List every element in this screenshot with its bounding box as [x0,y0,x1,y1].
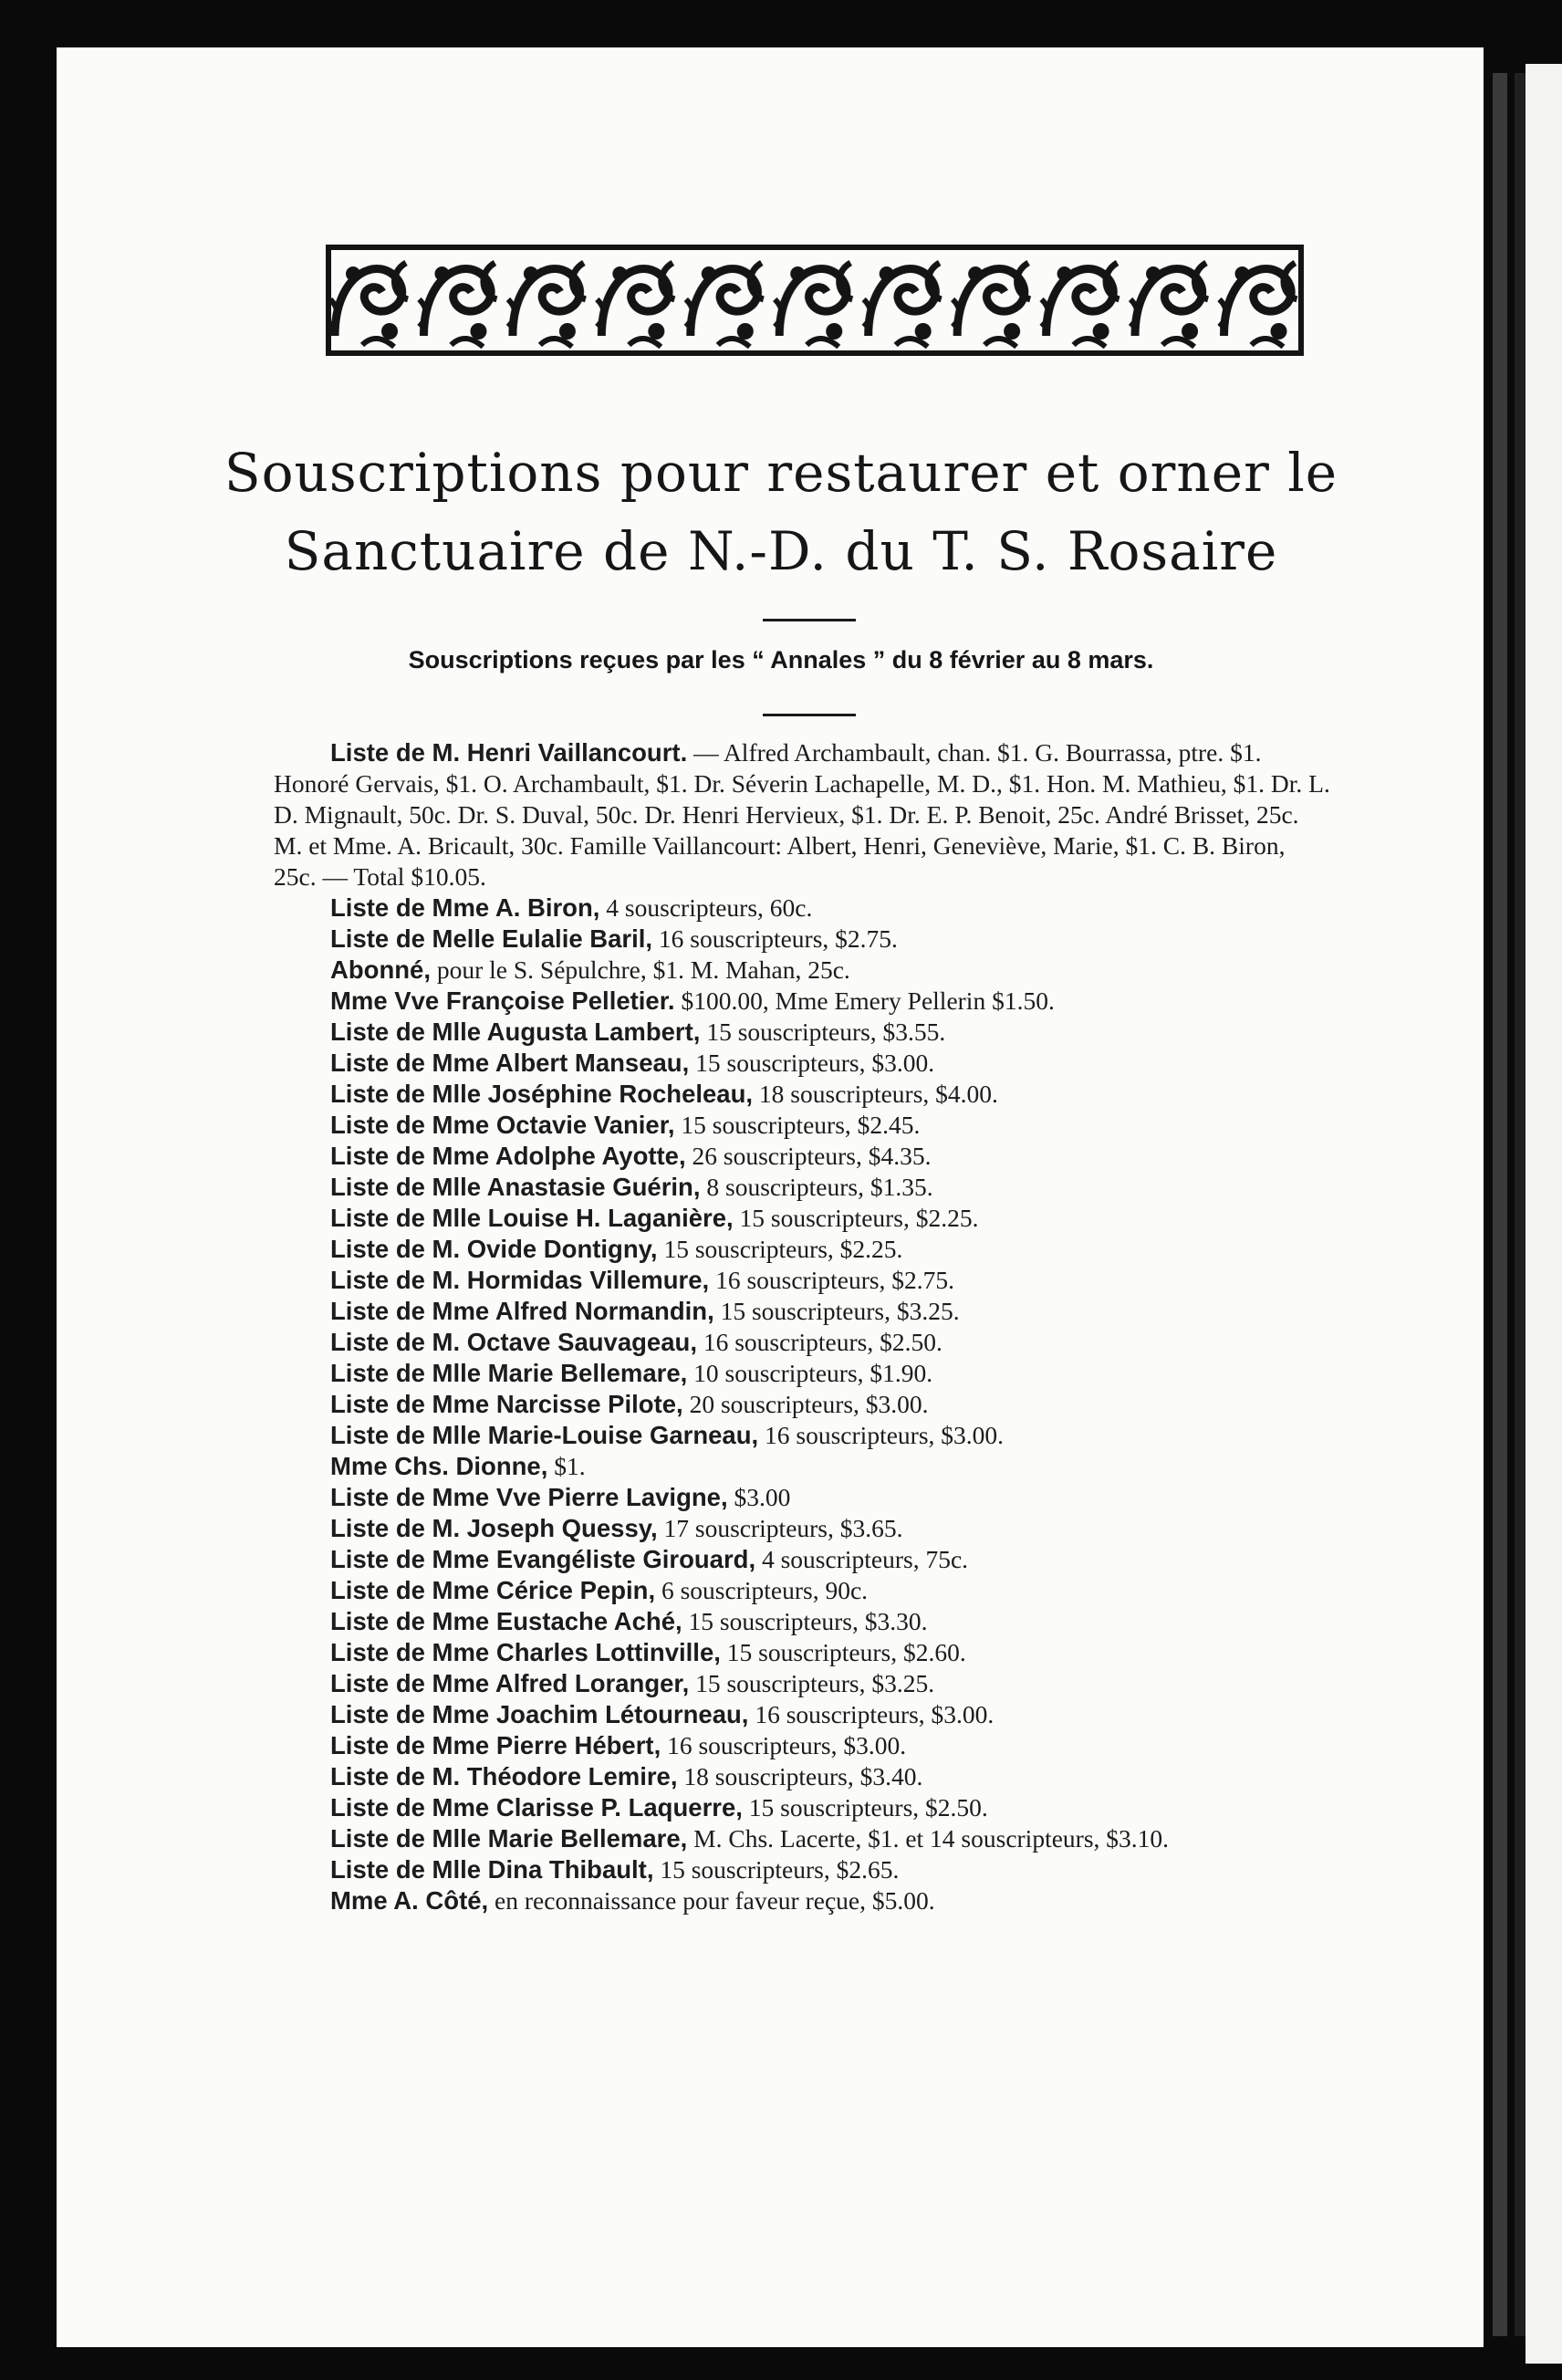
subscription-entry [274,1017,1332,1048]
entry-detail: 16 souscripteurs, $2.75. [709,1266,955,1294]
entry-detail: 15 souscripteurs, $2.50. [742,1793,988,1822]
entry-name: Liste de Mlle Marie-Louise Garneau, [330,1421,759,1449]
subscription-entry [274,1482,1332,1513]
subscription-entry [274,955,1332,986]
entry-detail: — Alfred Archambault, chan. $1. G. Bourrassa, ptre. $1. Honoré Gervais, $1. O. Archambault, $1. Dr. Séverin Lachapelle, M. D., $1. Hon. M. Mathieu, $1. Dr. L. D. Mignault, 50c. Dr. S. Duval, 50c. Dr. Henri Hervieux, $1. Dr. E. P. Benoit, 25c. André Brisset, 25c. M. et Mme. A. Bricault, 30c. Famille Vaillancourt: Albert, Henri, Geneviève, Marie, $1. C. B. Biron, 25c. — Total $10.05. [274,738,1330,891]
subscription-entry [274,1234,1332,1265]
entry-name: Liste de M. Joseph Quessy, [330,1514,658,1542]
entry-name: Liste de Mme Alfred Loranger, [330,1669,690,1697]
entry-detail: pour le S. Sépulchre, $1. M. Mahan, 25c. [431,955,850,984]
entry-name: Liste de Mme Narcisse Pilote, [330,1390,683,1418]
entry-name: Liste de Mme Pierre Hébert, [330,1731,661,1759]
entry-detail: 26 souscripteurs, $4.35. [685,1142,932,1170]
entry-name: Liste de Melle Eulalie Baril, [330,924,653,953]
entry-name: Liste de Mme Evangéliste Girouard, [330,1545,756,1573]
subscription-entry [274,1792,1332,1823]
entry-detail: 16 souscripteurs, $3.00. [748,1700,994,1728]
subscription-entry [274,1048,1332,1079]
entry-name: Liste de Mme Charles Lottinville, [330,1638,721,1666]
entry-detail: 16 souscripteurs, $3.00. [758,1421,1005,1449]
entry-detail: 15 souscripteurs, $3.55. [700,1018,946,1046]
entry-name: Liste de Mme Clarisse P. Laquerre, [330,1793,743,1822]
entry-name: Liste de M. Ovide Dontigny, [330,1235,658,1263]
entry-name: Mme Vve Françoise Pelletier. [330,986,675,1015]
entry-detail: 16 souscripteurs, $2.75. [652,924,898,953]
subscription-entry [274,1141,1332,1172]
entry-detail: en reconnaissance pour faveur reçue, $5.00. [488,1886,935,1915]
entry-detail: $100.00, Mme Emery Pellerin $1.50. [674,986,1055,1015]
entry-detail: $1. [547,1452,586,1480]
subtitle: Souscriptions reçues par les “ Annales ” du 8 février au 8 mars. [408,646,1154,673]
subscription-entry [274,1823,1332,1854]
entry-name: Liste de Mlle Augusta Lambert, [330,1018,701,1046]
entry-detail: 15 souscripteurs, $2.65. [653,1855,900,1884]
subscription-entry [274,892,1332,924]
subscription-entry [274,1699,1332,1730]
page-edge [1493,73,1507,2336]
subscription-entry [274,1327,1332,1358]
page-title-line-2: Sanctuaire de N.-D. du T. S. Rosaire [284,520,1278,582]
entry-detail: 15 souscripteurs, $3.25. [689,1669,935,1697]
entry-name: Mme Chs. Dionne, [330,1452,548,1480]
entry-name: Liste de Mme Cérice Pepin, [330,1576,656,1604]
entry-name: Liste de Mlle Joséphine Rocheleau, [330,1080,754,1108]
subscription-entry [274,737,1332,892]
subscription-entry [274,1420,1332,1451]
entry-detail: 17 souscripteurs, $3.65. [657,1514,903,1542]
subscription-entry [274,924,1332,955]
subscription-list [274,737,1332,1916]
subscription-entry [274,1172,1332,1203]
subscription-entry [274,1265,1332,1296]
subscription-entry [274,1575,1332,1606]
subscription-entry [274,1637,1332,1668]
entry-detail: 15 souscripteurs, $2.45. [674,1111,921,1139]
entry-name: Liste de Mme Octavie Vanier, [330,1111,675,1139]
entry-detail: 8 souscripteurs, $1.35. [700,1173,933,1201]
subscription-entry [274,1358,1332,1389]
entry-name: Liste de Mme Eustache Aché, [330,1607,682,1635]
subscription-entry [274,1203,1332,1234]
next-page-strip [1526,64,1562,2364]
entry-name: Liste de Mlle Louise H. Laganière, [330,1204,734,1232]
subscription-entry [274,1079,1332,1110]
entry-detail: 10 souscripteurs, $1.90. [687,1359,933,1387]
entry-detail: 6 souscripteurs, 90c. [655,1576,869,1604]
entry-name: Liste de M. Henri Vaillancourt. [330,738,688,767]
subscription-entry [274,1668,1332,1699]
divider [763,619,856,621]
entry-detail: 16 souscripteurs, $3.00. [661,1731,907,1759]
subscription-entry [274,1885,1332,1916]
entry-name: Abonné, [330,955,431,984]
entry-detail: 15 souscripteurs, $3.30. [682,1607,928,1635]
subscription-entry [274,1389,1332,1420]
entry-detail: 15 souscripteurs, $2.60. [720,1638,966,1666]
entry-detail: 15 souscripteurs, $2.25. [657,1235,903,1263]
entry-detail: 4 souscripteurs, 60c. [599,893,813,922]
entry-name: Liste de Mme Vve Pierre Lavigne, [330,1483,728,1511]
subscription-entry [274,1606,1332,1637]
entry-detail: M. Chs. Lacerte, $1. et 14 souscripteurs, $3.10. [687,1824,1170,1853]
page-edge [1515,73,1526,2336]
entry-detail: 15 souscripteurs, $3.25. [713,1297,960,1325]
subscription-entry [274,1110,1332,1141]
subscription-entry [274,1730,1332,1761]
entry-detail: 15 souscripteurs, $3.00. [689,1049,935,1077]
entry-name: Liste de M. Théodore Lemire, [330,1762,678,1790]
entry-name: Liste de M. Hormidas Villemure, [330,1266,710,1294]
entry-name: Liste de M. Octave Sauvageau, [330,1328,697,1356]
entry-name: Liste de Mlle Anastasie Guérin, [330,1173,701,1201]
subscription-entry [274,986,1332,1017]
entry-name: Liste de Mme Adolphe Ayotte, [330,1142,686,1170]
entry-name: Liste de Mme A. Biron, [330,893,600,922]
entry-name: Liste de Mme Joachim Létourneau, [330,1700,749,1728]
entry-detail: 16 souscripteurs, $2.50. [696,1328,942,1356]
subscription-entry [274,1761,1332,1792]
subscription-entry [274,1544,1332,1575]
entry-detail: 18 souscripteurs, $4.00. [753,1080,998,1108]
entry-name: Liste de Mlle Marie Bellemare, [330,1824,688,1853]
entry-name: Liste de Mlle Marie Bellemare, [330,1359,688,1387]
decorative-ornament-band [326,245,1304,356]
entry-detail: 15 souscripteurs, $2.25. [733,1204,979,1232]
subscription-entry [274,1513,1332,1544]
entry-name: Mme A. Côté, [330,1886,489,1915]
subscription-entry [274,1451,1332,1482]
entry-detail: 20 souscripteurs, $3.00. [682,1390,929,1418]
entry-name: Liste de Mme Albert Manseau, [330,1049,690,1077]
subscription-entry [274,1296,1332,1327]
entry-name: Liste de Mlle Dina Thibault, [330,1855,654,1884]
entry-detail: 4 souscripteurs, 75c. [755,1545,969,1573]
subscription-entry [274,1854,1332,1885]
page-title-line-1: Souscriptions pour restaurer et orner le [224,442,1338,504]
divider [763,714,856,716]
entry-detail: 18 souscripteurs, $3.40. [677,1762,923,1790]
entry-detail: $3.00 [727,1483,791,1511]
entry-name: Liste de Mme Alfred Normandin, [330,1297,714,1325]
